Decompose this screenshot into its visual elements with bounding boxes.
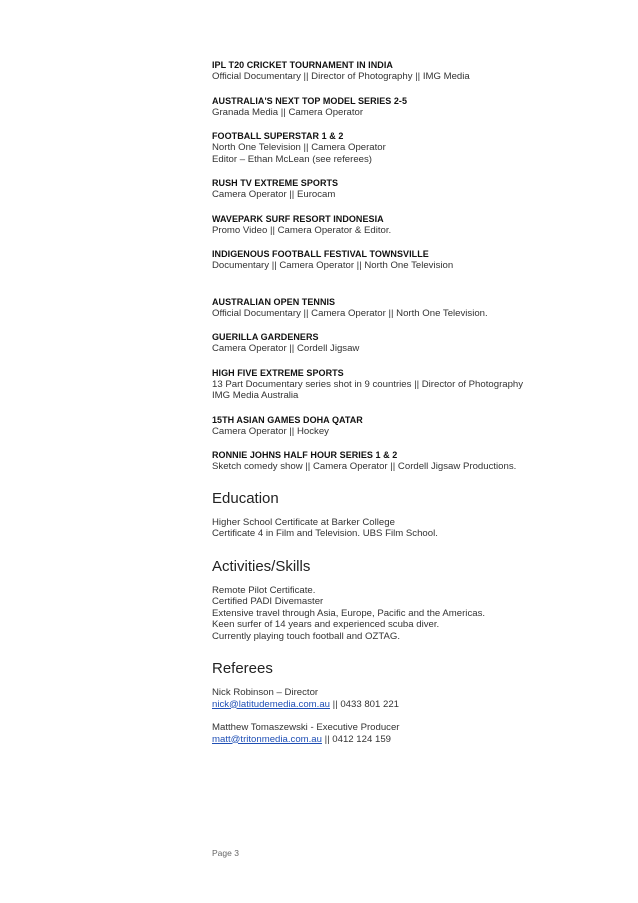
referee-phone: || 0412 124 159 <box>321 733 391 745</box>
page-number: Page 3 <box>212 848 239 858</box>
credit-entry <box>212 415 612 438</box>
credit-entry <box>212 131 612 165</box>
education-heading: Education <box>212 489 279 507</box>
credit-detail: Camera Operator || Cordell Jigsaw <box>212 343 360 354</box>
skills-line: Remote Pilot Certificate. <box>212 584 316 596</box>
credit-detail: Promo Video || Camera Operator & Editor. <box>212 224 392 236</box>
referee-email-link[interactable]: nick@latitudemedia.com.au <box>212 698 330 710</box>
resume-page-content <box>212 60 612 745</box>
referee-email-link[interactable]: matt@tritonmedia.com.au <box>212 733 322 745</box>
referee-contact <box>212 699 612 711</box>
referees-heading: Referees <box>212 660 273 677</box>
education-line: Certificate 4 in Film and Television. UBS Film School. <box>212 528 438 539</box>
skills-line: Keen surfer of 14 years and experienced scuba diver. <box>212 619 440 630</box>
education-section <box>212 490 612 540</box>
credit-detail: Editor – Ethan McLean (see referees) <box>212 153 372 165</box>
referee-entry <box>212 722 612 745</box>
credit-title: AUSTRALIA'S NEXT TOP MODEL SERIES 2-5 <box>212 95 408 106</box>
credit-entry <box>212 368 612 402</box>
education-line: Higher School Certificate at Barker College <box>212 516 395 528</box>
skills-line: Extensive travel through Asia, Europe, Pacific and the Americas. <box>212 607 486 619</box>
credit-detail: Granada Media || Camera Operator <box>212 106 364 118</box>
credit-entry <box>212 450 612 473</box>
credit-title: HIGH FIVE EXTREME SPORTS <box>212 367 344 378</box>
credit-title: RONNIE JOHNS HALF HOUR SERIES 1 & 2 <box>212 450 398 460</box>
credit-title: FOOTBALL SUPERSTAR 1 & 2 <box>212 131 344 141</box>
credit-detail: Camera Operator || Hockey <box>212 425 329 437</box>
referee-phone: || 0433 801 221 <box>330 698 400 710</box>
credit-title: 15TH ASIAN GAMES DOHA QATAR <box>212 414 363 425</box>
credit-title: IPL T20 CRICKET TOURNAMENT IN INDIA <box>212 60 393 70</box>
referee-contact <box>212 734 612 746</box>
credit-title: GUERILLA GARDENERS <box>212 332 319 342</box>
credit-detail: North One Television || Camera Operator <box>212 142 386 153</box>
credit-entry <box>212 96 612 119</box>
credit-entry <box>212 214 612 237</box>
credit-detail: Official Documentary || Director of Photography || IMG Media <box>212 71 470 82</box>
credit-entry <box>212 60 612 83</box>
credit-title: WAVEPARK SURF RESORT INDONESIA <box>212 213 384 224</box>
referees-section <box>212 660 612 745</box>
referee-name-role: Matthew Tomaszewski - Executive Producer <box>212 722 400 733</box>
skills-line: Certified PADI Divemaster <box>212 596 324 607</box>
credit-detail: IMG Media Australia <box>212 390 299 401</box>
skills-line: Currently playing touch football and OZTAG. <box>212 630 401 642</box>
credit-detail: 13 Part Documentary series shot in 9 countries || Director of Photography <box>212 378 524 390</box>
credit-entry <box>212 297 612 320</box>
credit-detail: Camera Operator || Eurocam <box>212 189 336 200</box>
credit-detail: Sketch comedy show || Camera Operator || Cordell Jigsaw Productions. <box>212 461 517 472</box>
credit-title: RUSH TV EXTREME SPORTS <box>212 178 339 188</box>
skills-heading: Activities/Skills <box>212 557 311 575</box>
referee-name-role: Nick Robinson – Director <box>212 687 319 698</box>
credit-entry <box>212 249 612 272</box>
credit-title: INDIGENOUS FOOTBALL FESTIVAL TOWNSVILLE <box>212 249 429 259</box>
skills-section <box>212 558 612 643</box>
credit-detail: Official Documentary || Camera Operator || North One Television. <box>212 307 488 319</box>
referee-entry <box>212 687 612 710</box>
credit-title: AUSTRALIAN OPEN TENNIS <box>212 296 336 307</box>
credit-entry <box>212 332 612 355</box>
credit-detail: Documentary || Camera Operator || North One Television <box>212 260 454 271</box>
credit-entry <box>212 178 612 201</box>
